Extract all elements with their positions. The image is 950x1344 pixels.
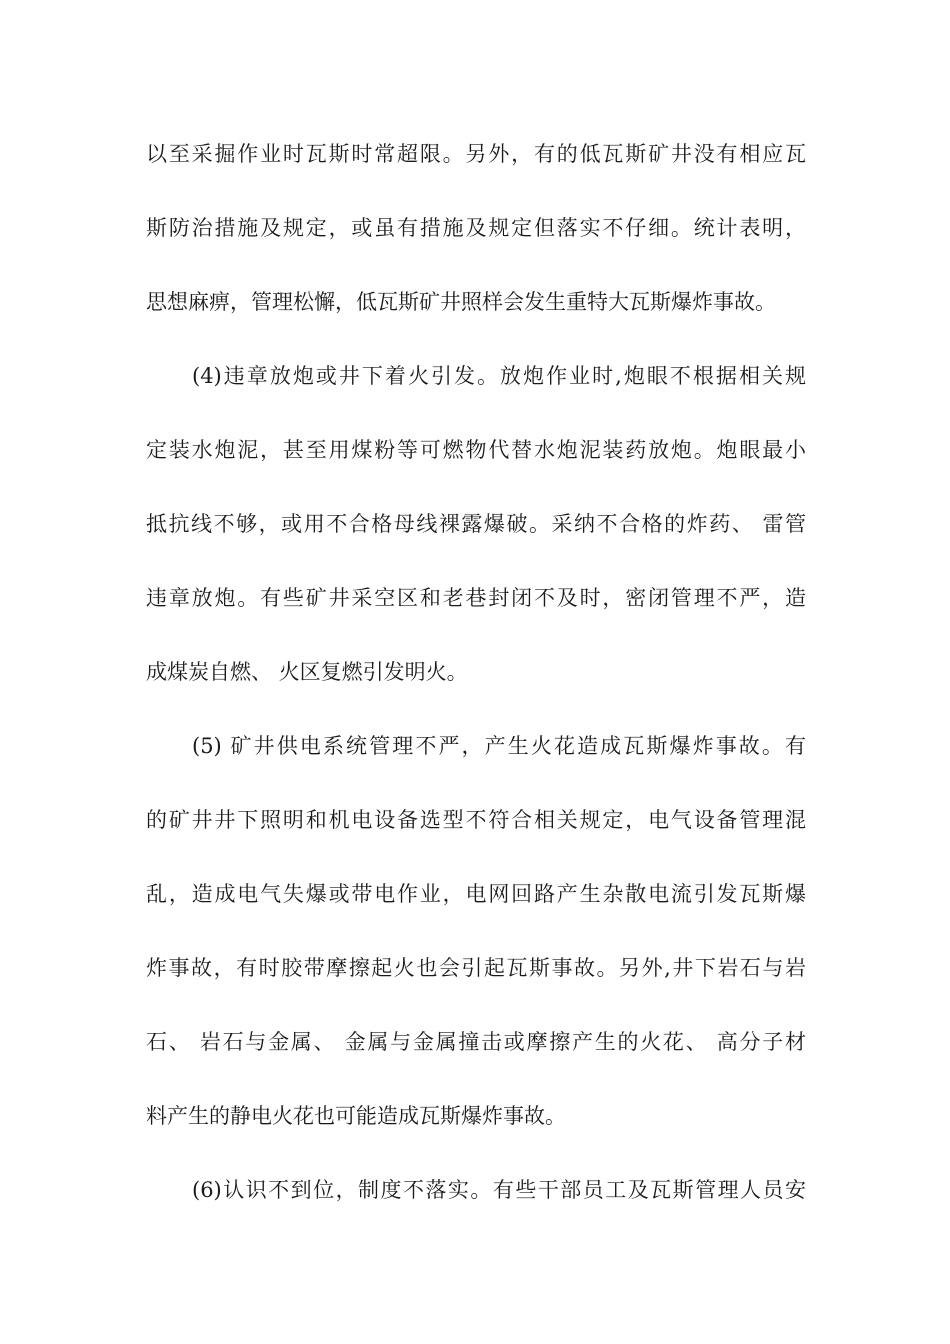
body-text-line: 思想麻痹，管理松懈，低瓦斯矿井照样会发生重特大瓦斯爆炸事故。 (146, 290, 776, 314)
body-text-line: 定装水炮泥，甚至用煤粉等可燃物代替水炮泥装药放炮。炮眼最小 (146, 438, 806, 462)
paragraph-5-first-line: (5) 矿井供电系统管理不严，产生火花造成瓦斯爆炸事故。有 (192, 734, 806, 758)
body-text-line: 石、 岩石与金属、 金属与金属撞击或摩擦产生的火花、 高分子材 (146, 1030, 806, 1054)
body-text-line: 料产生的静电火花也可能造成瓦斯爆炸事故。 (146, 1104, 566, 1128)
body-text-line: 以至采掘作业时瓦斯时常超限。另外，有的低瓦斯矿井没有相应瓦 (146, 142, 806, 166)
paragraph-4-first-line: (4)违章放炮或井下着火引发。放炮作业时,炮眼不根据相关规 (192, 364, 806, 388)
body-text-line: 乱，造成电气失爆或带电作业，电网回路产生杂散电流引发瓦斯爆 (146, 882, 806, 906)
body-text-line: 成煤炭自燃、 火区复燃引发明火。 (146, 660, 468, 684)
body-text-line: 抵抗线不够，或用不合格母线裸露爆破。采纳不合格的炸药、 雷管 (146, 512, 806, 536)
body-text-line: 炸事故，有时胶带摩擦起火也会引起瓦斯事故。另外,井下岩石与岩 (146, 956, 806, 980)
body-text-line: 斯防治措施及规定，或虽有措施及规定但落实不仔细。统计表明， (146, 216, 806, 240)
paragraph-6-first-line: (6)认识不到位，制度不落实。有些干部员工及瓦斯管理人员安 (192, 1178, 806, 1202)
body-text-line: 违章放炮。有些矿井采空区和老巷封闭不及时，密闭管理不严，造 (146, 586, 806, 610)
body-text-line: 的矿井井下照明和机电设备选型不符合相关规定，电气设备管理混 (146, 808, 806, 832)
